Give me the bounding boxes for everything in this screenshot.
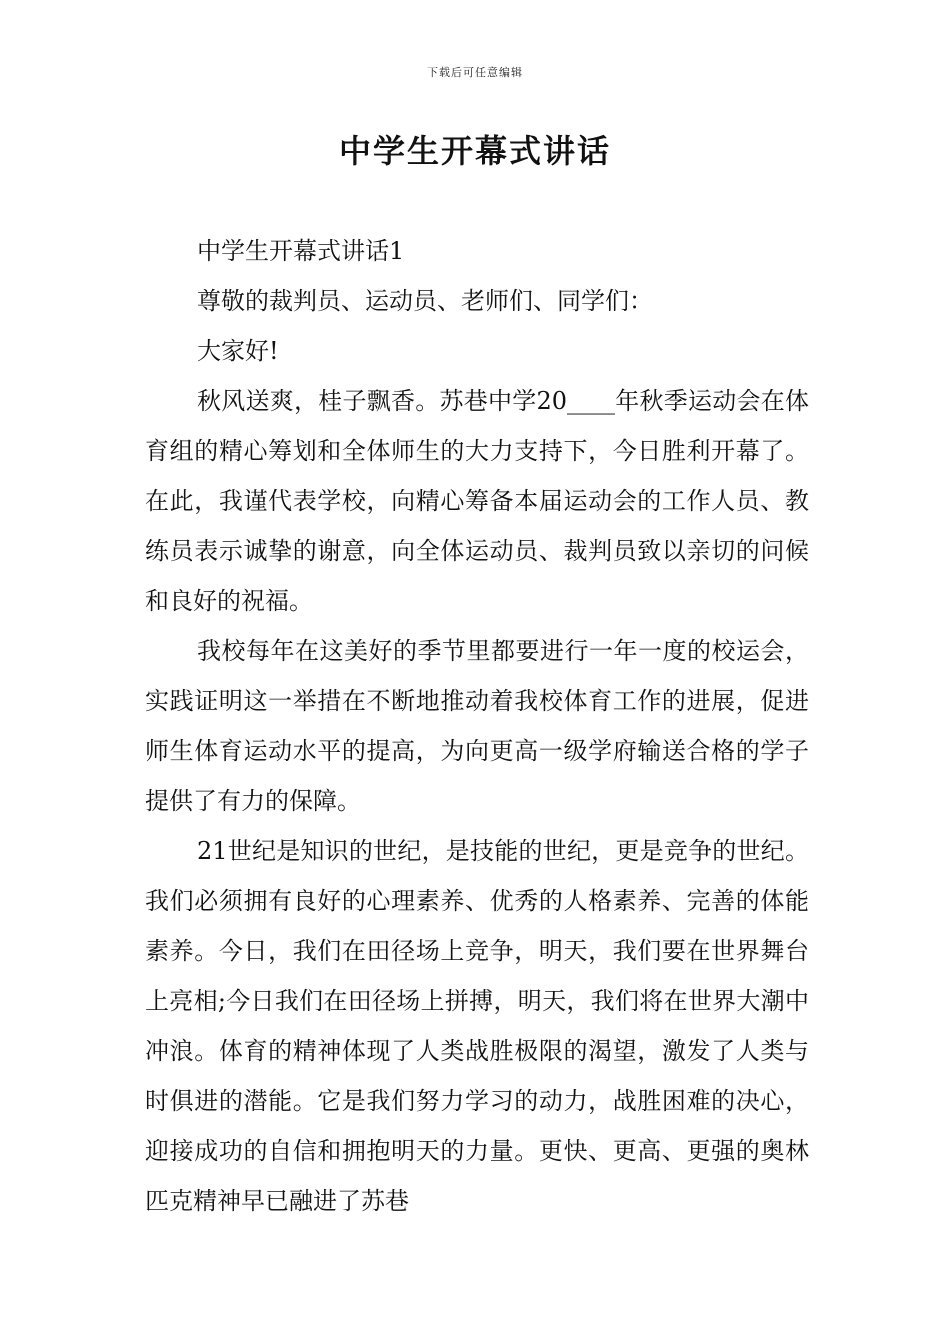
document-title: 中学生开幕式讲话: [338, 132, 611, 170]
paragraph-greeting: 大家好!: [197, 337, 279, 365]
document-body: [145, 226, 809, 1226]
paragraph-body: 21世纪是知识的世纪，是技能的世纪，更是竞争的世纪。我们必须拥有良好的心理素养、优秀的人格素养、完善的体能素养。今日，我们在田径场上竞争，明天，我们要在世界舞台上亮相;今日我们在田径场上拼搏，明天，我们将在世界大潮中冲浪。体育的精神体现了人类战胜极限的渴望，激发了人类与时俱进的潜能。它是我们努力学习的动力，战胜困难的决心，迎接成功的自信和拥抱明天的力量。更快、更高、更强的奥林匹克精神早已融进了苏巷: [145, 837, 809, 1215]
paragraph-salutation: 尊敬的裁判员、运动员、老师们、同学们：: [197, 287, 653, 315]
paragraph-body: 秋风送爽，桂子飘香。苏巷中学20____年秋季运动会在体育组的精心筹划和全体师生的大力支持下，今日胜利开幕了。在此，我谨代表学校，向精心筹备本届运动会的工作人员、教练员表示诚挚的谢意，向全体运动员、裁判员致以亲切的问候和良好的祝福。: [145, 387, 809, 615]
paragraph-subtitle: 中学生开幕式讲话1: [197, 237, 405, 265]
header-note: 下载后可任意编辑: [427, 66, 523, 79]
paragraph-body: 我校每年在这美好的季节里都要进行一年一度的校运会，实践证明这一举措在不断地推动着我校体育工作的进展，促进师生体育运动水平的提高，为向更高一级学府输送合格的学子提供了有力的保障。: [145, 637, 809, 815]
